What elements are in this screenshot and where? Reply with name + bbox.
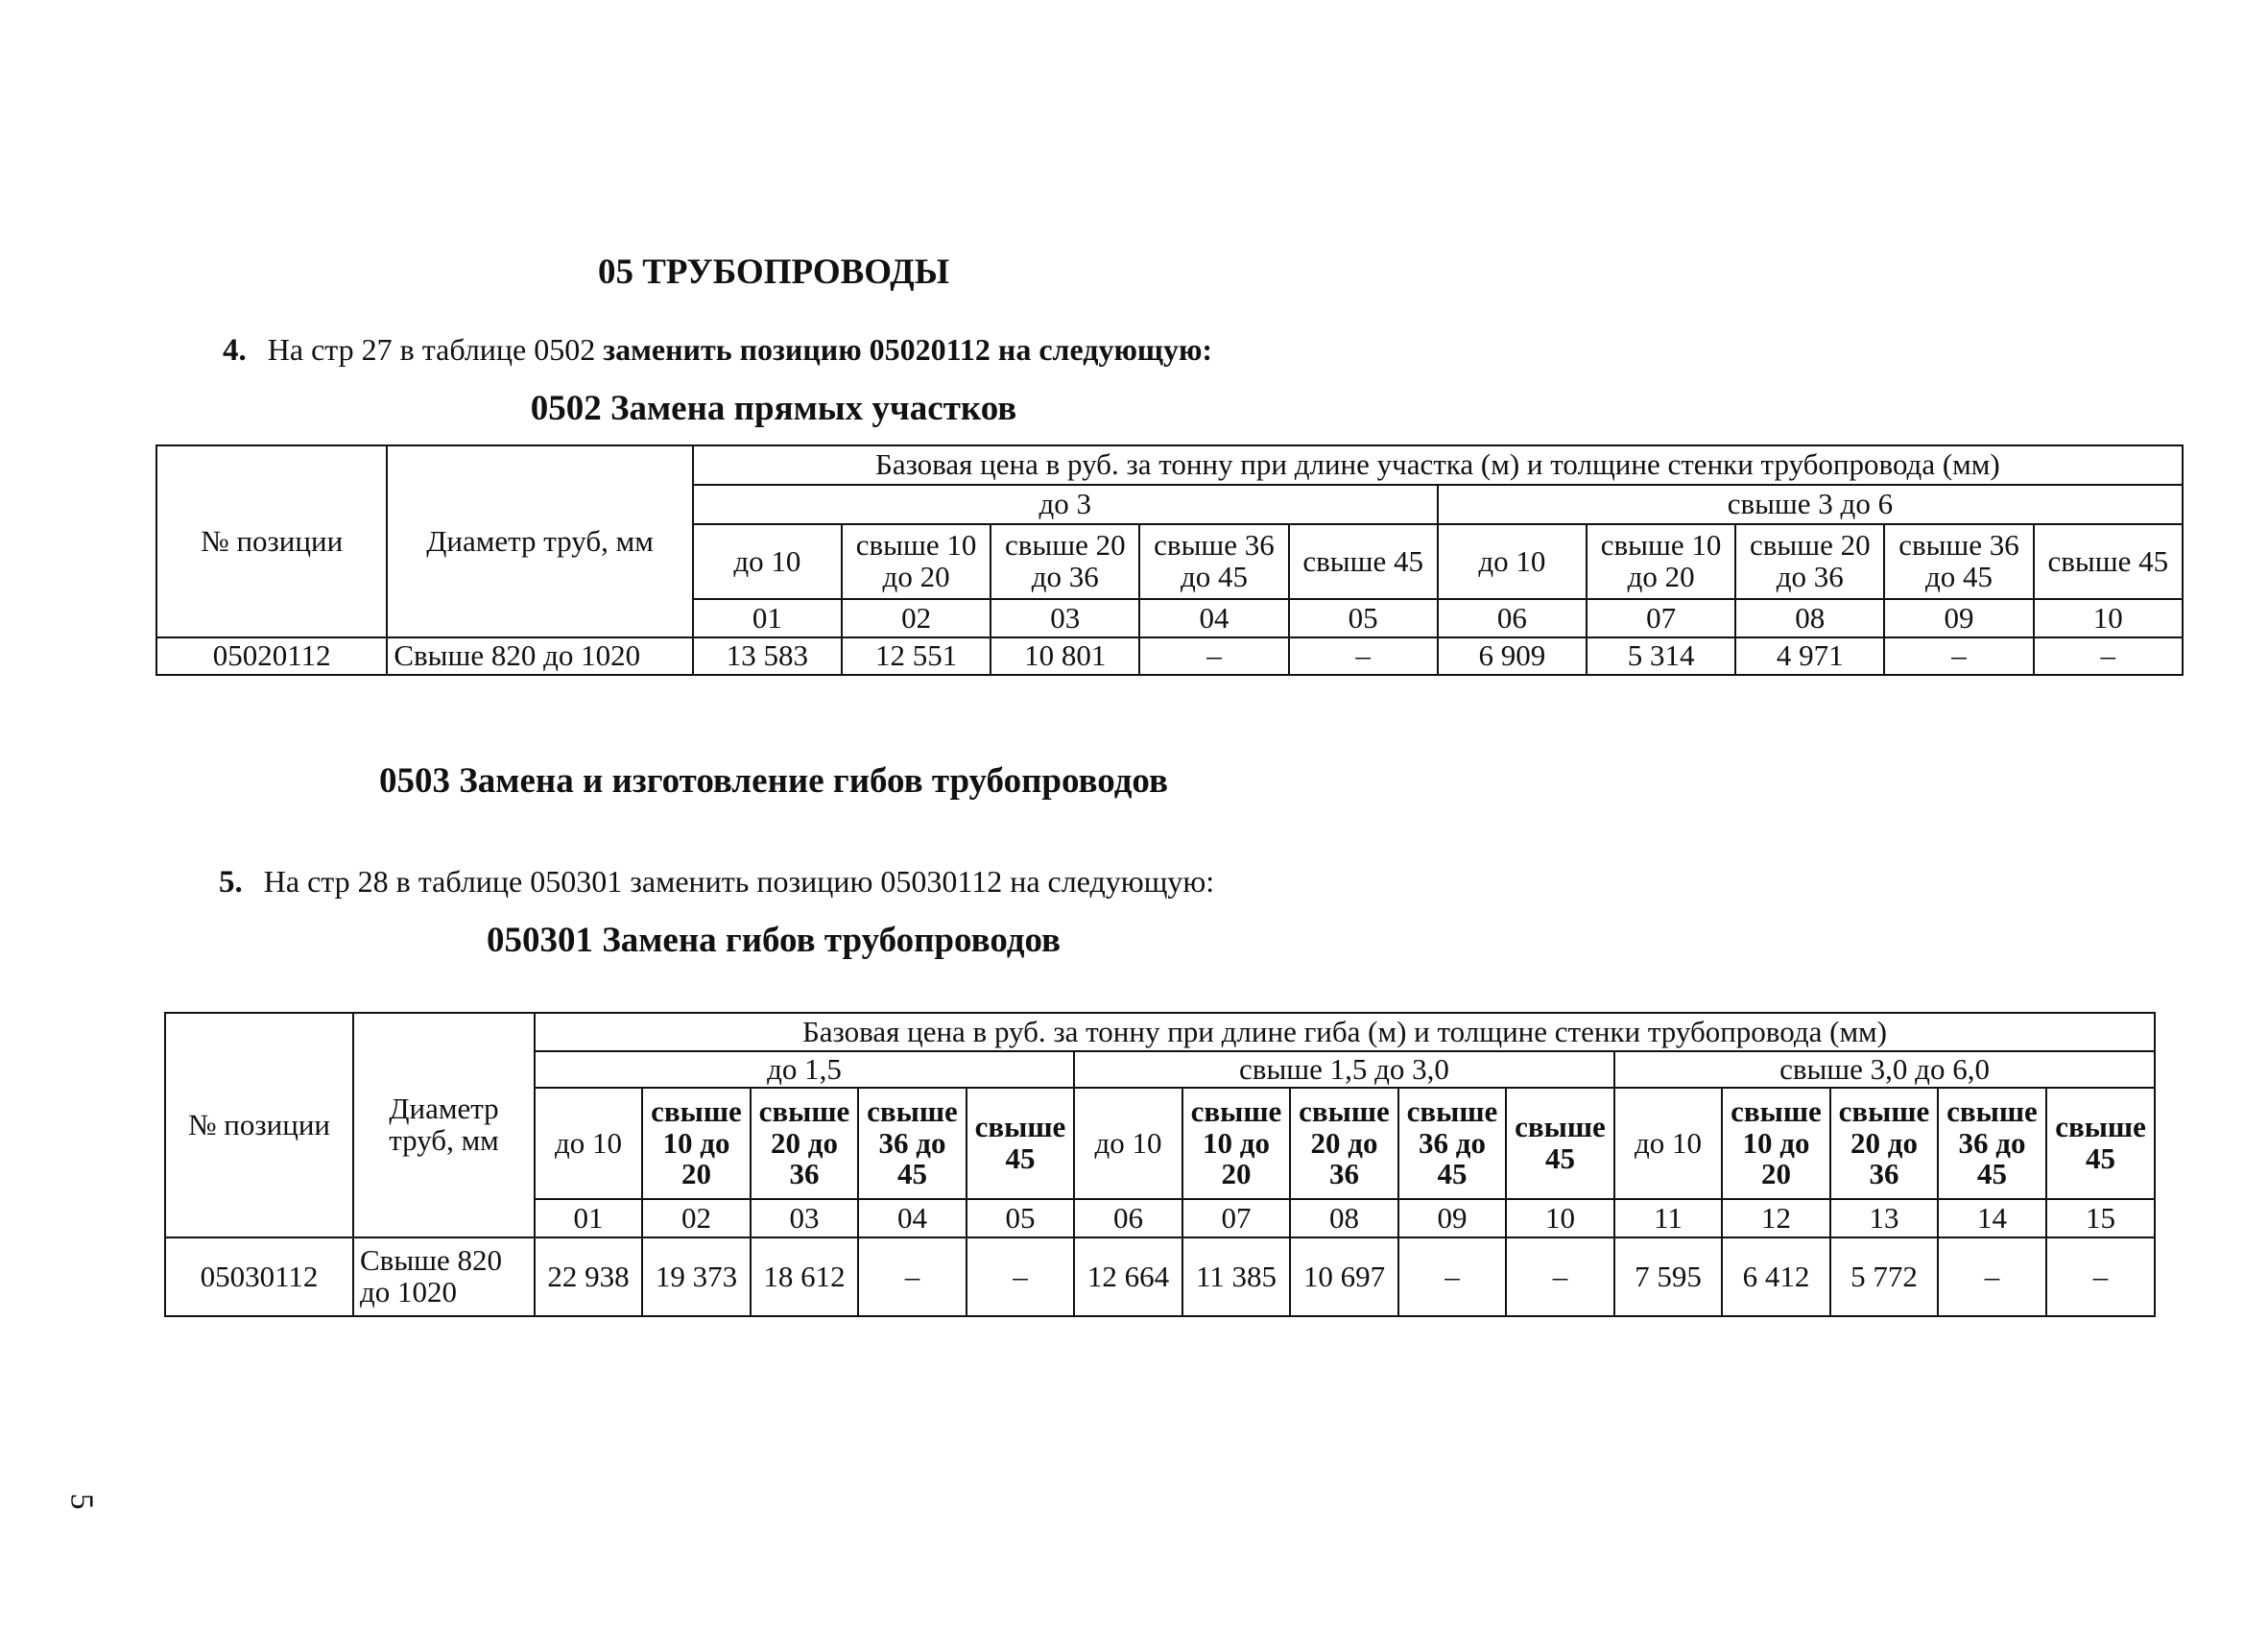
instruction-text: На стр 28 в таблице 050301 заменить позицию 05030112 на следующую: <box>263 864 1215 899</box>
column-code: 03 <box>991 599 1139 637</box>
column-code: 15 <box>2046 1199 2155 1237</box>
table-050301-title: 050301 Замена гибов трубопроводов <box>486 921 1062 960</box>
thickness-header: свыше 20 до 36 <box>1830 1088 1938 1199</box>
length-group-header: свыше 1,5 до 3,0 <box>1074 1051 1614 1088</box>
table-row <box>156 637 2183 675</box>
thickness-header: свыше 45 <box>967 1088 1074 1199</box>
thickness-header: до 10 <box>1074 1088 1182 1199</box>
price-cell: – <box>1398 1237 1506 1316</box>
instruction-text-bold: заменить позицию 05020112 на следующую: <box>603 332 1213 367</box>
column-code: 10 <box>1506 1199 1614 1237</box>
column-code: 05 <box>967 1199 1074 1237</box>
thickness-header: свыше 36 до 45 <box>1139 524 1288 599</box>
price-cell: – <box>1506 1237 1614 1316</box>
thickness-header: до 10 <box>693 524 842 599</box>
page-number: 5 <box>63 1493 100 1510</box>
col-header-diameter: Диаметр труб, мм <box>387 445 692 637</box>
table-row <box>165 1237 2155 1316</box>
column-code: 04 <box>1139 599 1288 637</box>
instruction-text: На стр 27 в таблице 0502 <box>267 332 604 367</box>
price-cell: 5 314 <box>1587 637 1735 675</box>
column-code: 06 <box>1074 1199 1182 1237</box>
price-cell: 10 801 <box>991 637 1139 675</box>
thickness-header: свыше 20 до 36 <box>751 1088 858 1199</box>
thickness-header: свыше 36 до 45 <box>1884 524 2033 599</box>
col-header-position: № позиции <box>156 445 387 637</box>
length-group-header: свыше 3 до 6 <box>1438 485 2183 524</box>
price-cell: – <box>1938 1237 2046 1316</box>
thickness-header: свыше 20 до 36 <box>991 524 1139 599</box>
price-cell: 18 612 <box>751 1237 858 1316</box>
price-cell: 6 412 <box>1722 1237 1830 1316</box>
instruction-number: 5. <box>219 865 243 900</box>
thickness-header: свыше 36 до 45 <box>1398 1088 1506 1199</box>
column-code: 08 <box>1290 1199 1398 1237</box>
column-code: 04 <box>858 1199 967 1237</box>
column-code: 11 <box>1614 1199 1722 1237</box>
thickness-header: свыше 36 до 45 <box>858 1088 967 1199</box>
column-code: 08 <box>1735 599 1884 637</box>
row-diameter: Свыше 820 до 1020 <box>387 637 692 675</box>
column-code: 12 <box>1722 1199 1830 1237</box>
col-header-position: № позиции <box>165 1013 353 1237</box>
price-cell: 13 583 <box>693 637 842 675</box>
instruction-5 <box>219 864 1214 901</box>
price-cell: 12 551 <box>842 637 991 675</box>
column-code: 06 <box>1438 599 1587 637</box>
thickness-header: свыше 10 до 20 <box>1722 1088 1830 1199</box>
table-050301 <box>164 1012 2156 1317</box>
price-cell: 10 697 <box>1290 1237 1398 1316</box>
column-code: 02 <box>642 1199 751 1237</box>
thickness-header: свыше 20 до 36 <box>1735 524 1884 599</box>
row-position: 05030112 <box>165 1237 353 1316</box>
price-cell: 12 664 <box>1074 1237 1182 1316</box>
column-code: 10 <box>2034 599 2183 637</box>
price-cell: – <box>1884 637 2033 675</box>
column-code: 09 <box>1398 1199 1506 1237</box>
thickness-header: свыше 45 <box>2046 1088 2155 1199</box>
section-0503-title: 0503 Замена и изготовление гибов трубопроводов <box>379 761 1168 801</box>
group-header: Базовая цена в руб. за тонну при длине участка (м) и толщине стенки трубопровода (мм) <box>693 445 2183 485</box>
price-cell: 22 938 <box>535 1237 642 1316</box>
column-code: 07 <box>1182 1199 1290 1237</box>
thickness-header: свыше 20 до 36 <box>1290 1088 1398 1199</box>
price-cell: – <box>858 1237 967 1316</box>
length-group-header: до 1,5 <box>535 1051 1074 1088</box>
price-cell: 11 385 <box>1182 1237 1290 1316</box>
table-0502-title: 0502 Замена прямых участков <box>530 389 1017 428</box>
column-code: 01 <box>535 1199 642 1237</box>
col-header-diameter: Диаметр труб, мм <box>353 1013 535 1237</box>
thickness-header: свыше 45 <box>2034 524 2183 599</box>
thickness-header: свыше 10 до 20 <box>642 1088 751 1199</box>
price-cell: – <box>2046 1237 2155 1316</box>
row-diameter: Свыше 820 до 1020 <box>353 1237 535 1316</box>
price-cell: – <box>1139 637 1288 675</box>
price-cell: 4 971 <box>1735 637 1884 675</box>
section-heading: 05 ТРУБОПРОВОДЫ <box>597 252 950 292</box>
instruction-number: 4. <box>223 333 247 368</box>
table-0502 <box>155 444 2184 676</box>
price-cell: 5 772 <box>1830 1237 1938 1316</box>
thickness-header: до 10 <box>1438 524 1587 599</box>
price-cell: 6 909 <box>1438 637 1587 675</box>
column-code: 09 <box>1884 599 2033 637</box>
price-cell: – <box>967 1237 1074 1316</box>
column-code: 05 <box>1289 599 1438 637</box>
thickness-header: до 10 <box>535 1088 642 1199</box>
group-header: Базовая цена в руб. за тонну при длине гиба (м) и толщине стенки трубопровода (мм) <box>535 1013 2155 1051</box>
length-group-header: до 3 <box>693 485 1438 524</box>
thickness-header: свыше 36 до 45 <box>1938 1088 2046 1199</box>
thickness-header: свыше 45 <box>1289 524 1438 599</box>
column-code: 02 <box>842 599 991 637</box>
column-code: 13 <box>1830 1199 1938 1237</box>
thickness-header: свыше 10 до 20 <box>842 524 991 599</box>
length-group-header: свыше 3,0 до 6,0 <box>1614 1051 2155 1088</box>
thickness-header: до 10 <box>1614 1088 1722 1199</box>
column-code: 07 <box>1587 599 1735 637</box>
row-position: 05020112 <box>156 637 387 675</box>
price-cell: 7 595 <box>1614 1237 1722 1316</box>
column-code: 03 <box>751 1199 858 1237</box>
column-code: 01 <box>693 599 842 637</box>
thickness-header: свыше 10 до 20 <box>1587 524 1735 599</box>
thickness-header: свыше 10 до 20 <box>1182 1088 1290 1199</box>
price-cell: – <box>2034 637 2183 675</box>
instruction-4 <box>223 332 1212 369</box>
column-code: 14 <box>1938 1199 2046 1237</box>
price-cell: 19 373 <box>642 1237 751 1316</box>
price-cell: – <box>1289 637 1438 675</box>
thickness-header: свыше 45 <box>1506 1088 1614 1199</box>
